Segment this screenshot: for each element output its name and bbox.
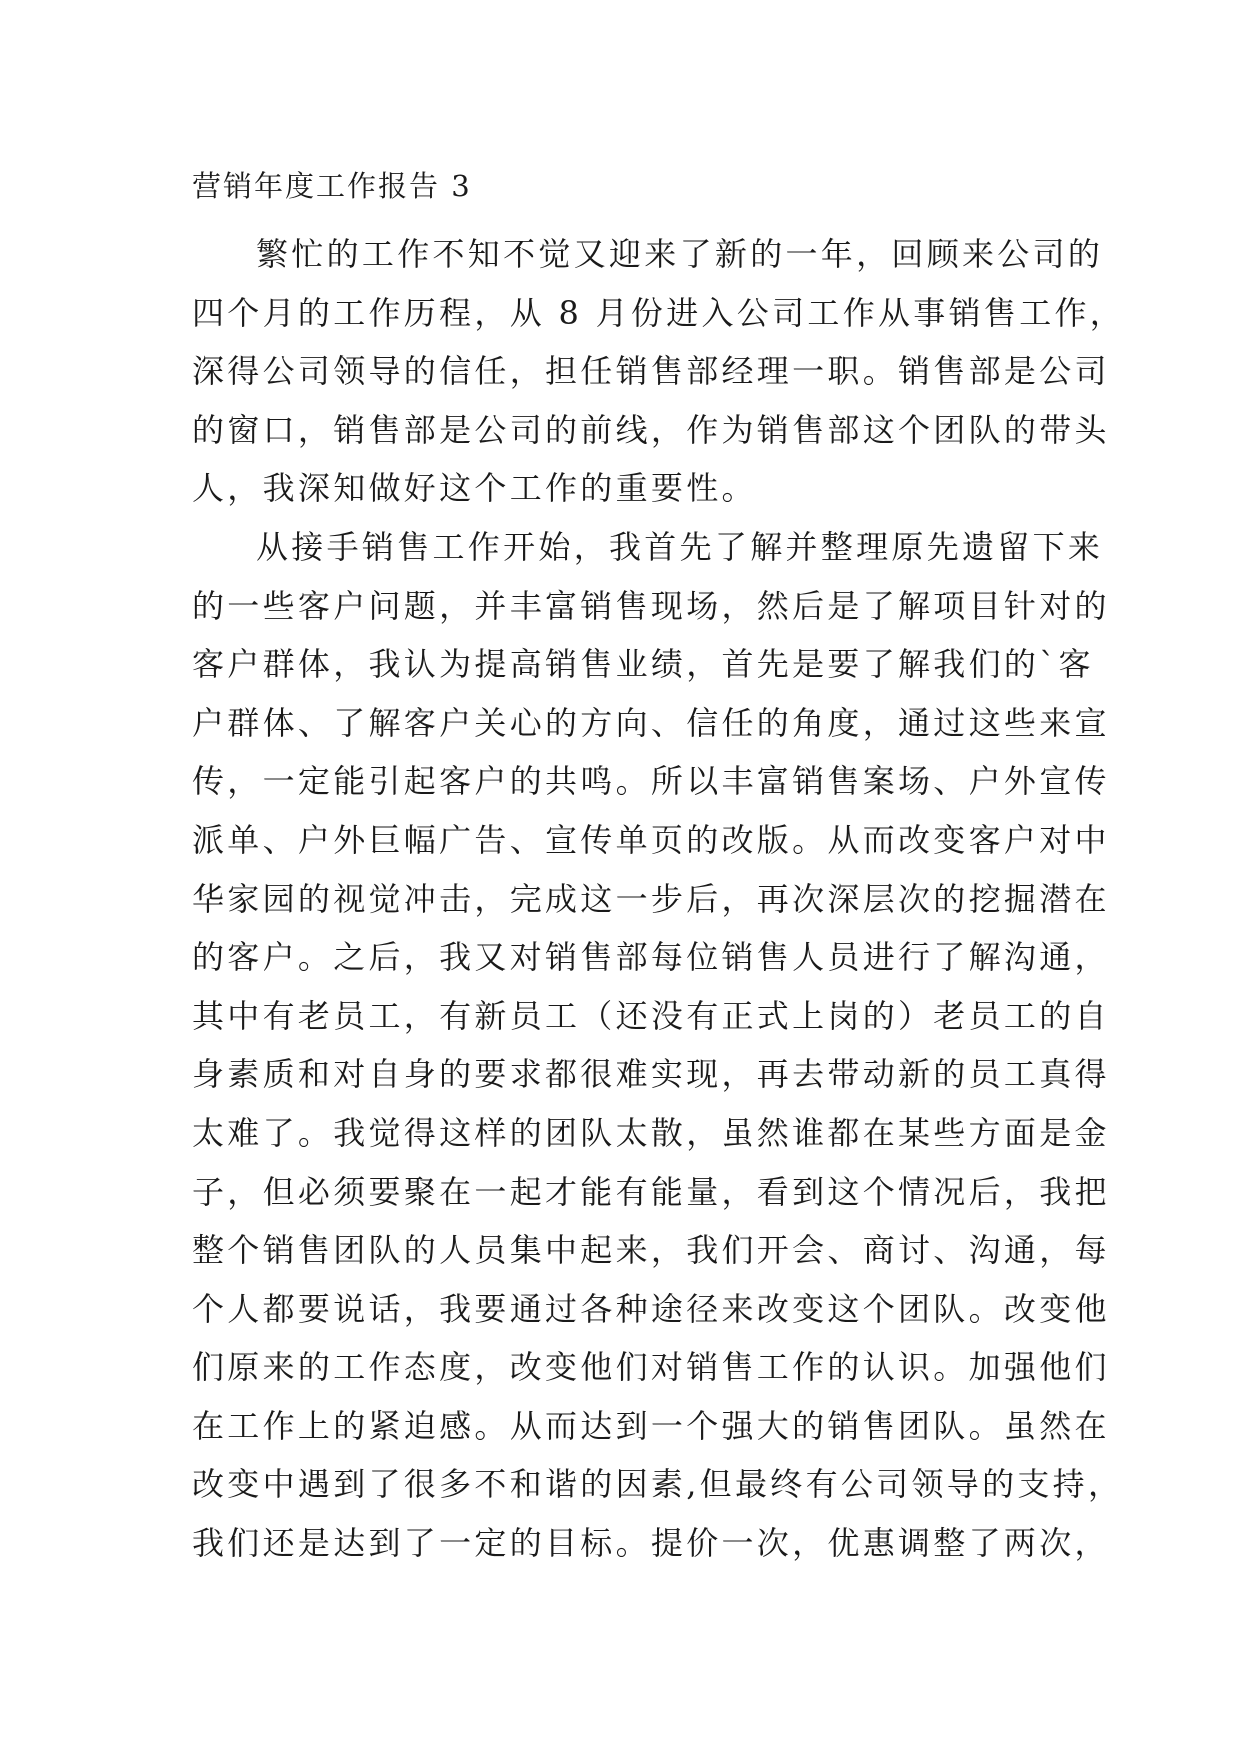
text-line: 的窗口，销售部是公司的前线，作为销售部这个团队的带头 <box>192 410 1110 449</box>
text-line: 人，我深知做好这个工作的重要性。 <box>192 469 757 508</box>
text-line: 的一些客户问题，并丰富销售现场，然后是了解项目针对的 <box>192 586 1110 625</box>
text-line: 繁忙的工作不知不觉又迎来了新的一年，回顾来公司的 <box>256 235 1104 273</box>
text-line: 派单、户外巨幅广告、宣传单页的改版。从而改变客户对中 <box>192 820 1110 859</box>
text-line: 深得公司领导的信任，担任销售部经理一职。销售部是公司 <box>192 352 1110 391</box>
text-line: 其中有老员工，有新员工（还没有正式上岗的）老员工的自 <box>192 996 1110 1035</box>
text-line: 从接手销售工作开始，我首先了解并整理原先遗留下来 <box>256 527 1104 566</box>
text-line: 身素质和对自身的要求都很难实现，再去带动新的员工真得 <box>192 1055 1110 1094</box>
text-line: 华家园的视觉冲击，完成这一步后，再次深层次的挖掘潜在 <box>192 879 1110 918</box>
text-line: 在工作上的紧迫感。从而达到一个强大的销售团队。虽然在 <box>192 1406 1110 1445</box>
text-line: 子，但必须要聚在一起才能有能量，看到这个情况后，我把 <box>192 1172 1110 1211</box>
document-body <box>192 225 1126 1573</box>
text-line: 我们还是达到了一定的目标。提价一次，优惠调整了两次， <box>192 1524 1110 1563</box>
text-line: 个人都要说话，我要通过各种途径来改变这个团队。改变他 <box>192 1289 1110 1328</box>
text-line: 们原来的工作态度，改变他们对销售工作的认识。加强他们 <box>192 1348 1110 1387</box>
text-line: 的客户。之后，我又对销售部每位销售人员进行了解沟通， <box>192 938 1110 977</box>
paragraph-2 <box>192 518 1124 1573</box>
text-line: 整个销售团队的人员集中起来，我们开会、商讨、沟通，每 <box>192 1231 1110 1270</box>
paragraph-1 <box>192 225 1126 518</box>
text-line: 太难了。我觉得这样的团队太散，虽然谁都在某些方面是金 <box>192 1113 1110 1152</box>
text-line: 传，一定能引起客户的共鸣。所以丰富销售案场、户外宣传 <box>192 762 1110 801</box>
text-line: 四个月的工作历程，从 8 月份进入公司工作从事销售工作， <box>192 293 1126 332</box>
document-title: 营销年度工作报告 3 <box>192 169 472 203</box>
text-line: 改变中遇到了很多不和谐的因素,但最终有公司领导的支持， <box>192 1465 1124 1504</box>
text-line: 客户群体，我认为提高销售业绩，首先是要了解我们的`客 <box>192 645 1094 684</box>
text-line: 户群体、了解客户关心的方向、信任的角度，通过这些来宣 <box>192 703 1110 742</box>
